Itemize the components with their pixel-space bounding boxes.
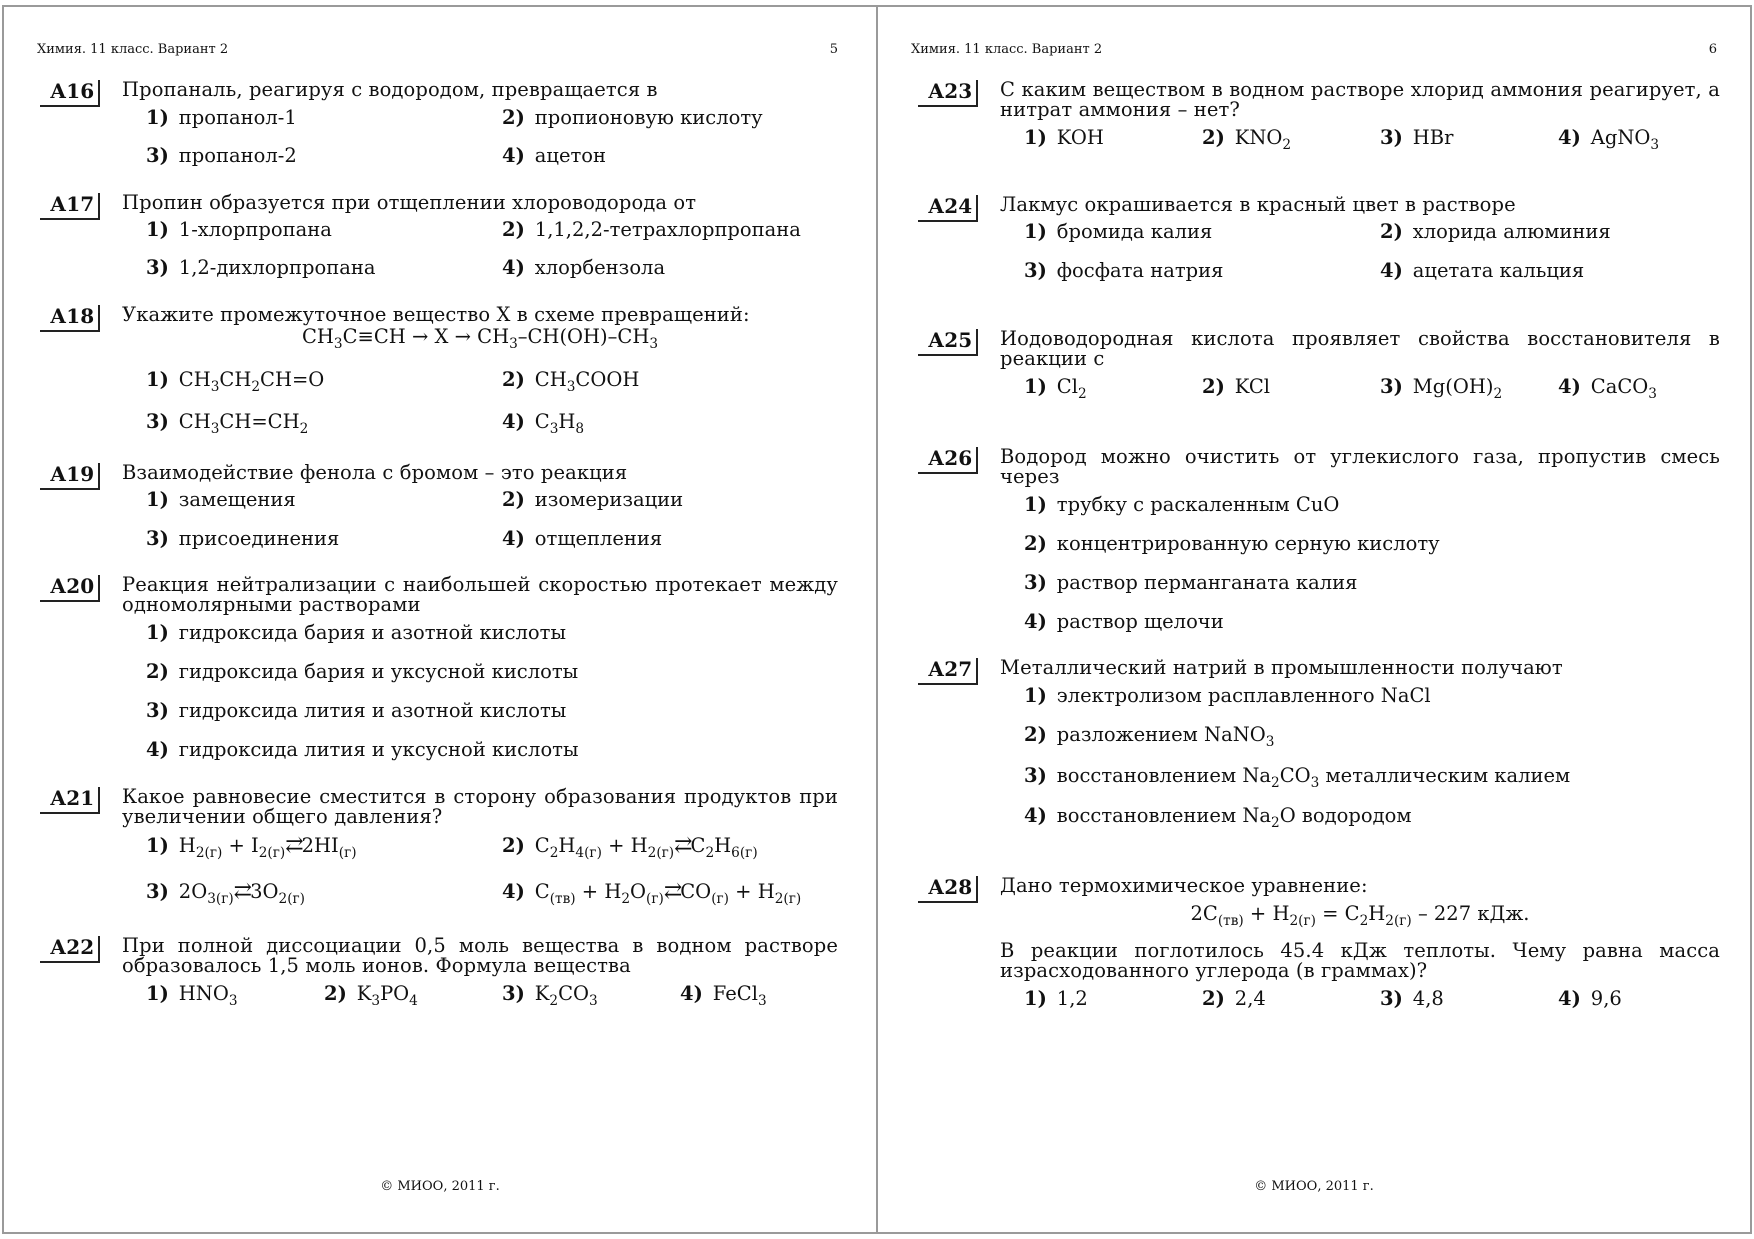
formula: $K_2CO_3$ <box>534 982 598 1009</box>
option-3: 3) $CH_3CH=CH_2$ <box>146 410 309 437</box>
option-4: 4) гидроксида лития и уксусной кислоты <box>146 738 579 761</box>
option-2: 2) 2,4 <box>1202 987 1266 1010</box>
question-a19 <box>40 461 838 550</box>
option-3: 3) гидроксида лития и азотной кислоты <box>146 699 567 722</box>
formula: $Mg(OH)_2$ <box>1412 375 1503 402</box>
header-title: Химия. 11 класс. Вариант 2 <box>37 42 229 57</box>
option-1: 1) 1,2 <box>1024 987 1088 1010</box>
option-2: 2) $K_3PO_4$ <box>324 982 418 1009</box>
question-a24 <box>918 193 1720 282</box>
option-4: 4) FeCl$_3$ <box>680 982 767 1009</box>
question-label: А19 <box>40 463 100 490</box>
question-text: Дано термохимическое уравнение: <box>1000 874 1368 897</box>
formula: HBr <box>1412 126 1454 149</box>
question-text: При полной диссоциации 0,5 моль вещества в водном растворе образовалось 1,5 моль ионов. Формула вещества <box>122 934 838 977</box>
option-4: 4) 9,6 <box>1558 987 1622 1010</box>
option-2: 2) KCl <box>1202 375 1270 398</box>
question-label: А22 <box>40 936 100 963</box>
option-3: 3) присоединения <box>146 527 340 550</box>
formula: $CH_3COOH$ <box>534 368 640 395</box>
option-3: 3) $Mg(OH)_2$ <box>1380 375 1503 402</box>
option-4: 4) отщепления <box>502 527 663 550</box>
page-left <box>2 5 878 1234</box>
option-2: 2) хлорида алюминия <box>1380 220 1611 243</box>
question-text: Реакция нейтрализации с наибольшей скоростью протекает между одномолярными растворами <box>122 573 838 616</box>
option-2: 2) $KNO_2$ <box>1202 126 1292 153</box>
question-a27 <box>918 656 1720 831</box>
question-text: Какое равновесие сместится в сторону образования продуктов при увеличении общего давления? <box>122 785 838 828</box>
question-a26 <box>918 445 1720 633</box>
question-a22 <box>40 934 838 1009</box>
option-4: 4) $C_3H_8$ <box>502 410 585 437</box>
option-2: 2) гидроксида бария и уксусной кислоты <box>146 660 579 683</box>
formula: $CH_3CH=CH_2$ <box>178 410 309 437</box>
question-a18 <box>40 303 838 437</box>
question-a28 <box>918 874 1720 1010</box>
option-3: 3) пропанол-2 <box>146 144 297 167</box>
option-1: 1) трубку с раскаленным CuO <box>1024 493 1340 516</box>
option-4: 4) AgNO$_3$ <box>1558 126 1660 153</box>
conversion-scheme: $CH_3C\equiv CH \to X \to CH_3-CH(OH)-CH_3$ <box>301 325 659 352</box>
option-3: 3) 1,2-дихлорпропана <box>146 256 376 279</box>
option-3: 3) HBr <box>1380 126 1454 149</box>
option-4: 4) CaCO$_3$ <box>1558 375 1657 402</box>
question-label: А24 <box>918 195 978 222</box>
question-label: А27 <box>918 658 978 685</box>
option-4: 4) восстановлением $Na_2O$ водородом <box>1024 804 1412 831</box>
question-label: А25 <box>918 329 978 356</box>
header-title: Химия. 11 класс. Вариант 2 <box>911 42 1103 57</box>
formula: AgNO$_3$ <box>1590 126 1660 153</box>
option-2: 2) разложением NaNO$_3$ <box>1024 723 1275 750</box>
question-a17 <box>40 191 838 279</box>
question-text: Укажите промежуточное вещество Х в схеме превращений: <box>122 303 750 326</box>
question-text: Лакмус окрашивается в красный цвет в растворе <box>1000 193 1516 216</box>
option-4: 4) ацетон <box>502 144 607 167</box>
question-label: А20 <box>40 575 100 602</box>
question-text: Водород можно очистить от углекислого газа, пропустив смесь через <box>1000 445 1720 488</box>
question-label: А21 <box>40 787 100 814</box>
question-label: А17 <box>40 193 100 220</box>
equation: $2O_{3(г)}⇄3O_{2(г)}$ <box>178 879 305 907</box>
formula: CaCO$_3$ <box>1590 375 1657 402</box>
option-3: 3) раствор перманганата калия <box>1024 571 1358 594</box>
option-1: 1) 1-хлорпропана <box>146 218 332 241</box>
option-2: 2) $CH_3COOH$ <box>502 368 640 395</box>
formula: KCl <box>1234 375 1270 398</box>
thermochemical-equation: $2C_{(тв)} + H_{2(г)} = C_2H_{2(г)} - 227$ кДж. <box>1190 902 1530 929</box>
formula: $CH_3CH_2CH=O$ <box>178 368 325 395</box>
formula: $KNO_2$ <box>1234 126 1292 153</box>
equation: $H_{2(г)}$ + $I_{2(г)}⇄2HI_{(г)}$ <box>178 833 357 861</box>
option-3: 3) $K_2CO_3$ <box>502 982 598 1009</box>
formula: KOH <box>1056 126 1104 149</box>
running-head <box>37 42 838 57</box>
option-3: 3) $2O_{3(г)}⇄3O_{2(г)}$ <box>146 879 305 907</box>
question-text: Пропин образуется при отщеплении хлороводорода от <box>122 191 697 214</box>
equation: $C_2H_{4(г)}$ + $H_{2(г)}⇄C_2H_{6(г)}$ <box>534 833 758 861</box>
running-head <box>911 42 1717 57</box>
question-text: Металлический натрий в промышленности получают <box>1000 656 1563 679</box>
option-4: 4) хлорбензола <box>502 256 666 279</box>
option-2: 2) $C_2H_{4(г)}$ + $H_{2(г)}⇄C_2H_{6(г)}$ <box>502 833 758 861</box>
question-label: А18 <box>40 305 100 332</box>
question-text: Взаимодействие фенола с бромом – это реакция <box>122 461 628 484</box>
option-1: 1) KOH <box>1024 126 1104 149</box>
option-2: 2) пропионовую кислоту <box>502 106 763 129</box>
question-a20 <box>40 573 838 761</box>
question-a23 <box>918 78 1720 153</box>
question-text: Иодоводородная кислота проявляет свойства восстановителя в реакции с <box>1000 327 1720 370</box>
question-a21 <box>40 785 838 907</box>
formula: $Cl_2$ <box>1056 375 1087 402</box>
option-1: 1) $H_{2(г)}$ + $I_{2(г)}⇄2HI_{(г)}$ <box>146 833 357 861</box>
question-label: А26 <box>918 447 978 474</box>
option-2: 2) изомеризации <box>502 488 684 511</box>
option-3: 3) восстановлением $Na_2CO_3$ металлическим калием <box>1024 764 1571 791</box>
option-1: 1) замещения <box>146 488 296 511</box>
formula: $HNO_3$ <box>178 982 238 1009</box>
question-text: Пропаналь, реагируя с водородом, превращается в <box>122 78 658 101</box>
page-right <box>876 5 1752 1234</box>
option-4: 4) раствор щелочи <box>1024 610 1224 633</box>
question-a25 <box>918 327 1720 402</box>
footer-copyright: © МИОО, 2011 г. <box>380 1179 500 1194</box>
page-number: 5 <box>829 42 838 57</box>
question-a16 <box>40 78 838 167</box>
formula: FeCl$_3$ <box>712 982 767 1009</box>
question-text-2: В реакции поглотилось 45.4 кДж теплоты. Чему равна масса израсходованного углерода (в граммах)? <box>1000 939 1720 982</box>
option-1: 1) $CH_3CH_2CH=O$ <box>146 368 325 395</box>
option-1: 1) бромида калия <box>1024 220 1213 243</box>
formula: $K_3PO_4$ <box>356 982 418 1009</box>
question-label: А28 <box>918 876 978 903</box>
option-3: 3) фосфата натрия <box>1024 259 1224 282</box>
option-1: 1) $HNO_3$ <box>146 982 238 1009</box>
question-label: А23 <box>918 80 978 107</box>
page-number: 6 <box>1708 42 1717 57</box>
option-1: 1) электролизом расплавленного NaCl <box>1024 684 1431 707</box>
option-1: 1) пропанол-1 <box>146 106 297 129</box>
question-text: С каким веществом в водном растворе хлорид аммония реагирует, а нитрат аммония – нет? <box>1000 78 1720 121</box>
formula: $C_3H_8$ <box>534 410 585 437</box>
option-4: 4) $C_{(тв)}$ + $H_2O_{(г)}⇄CO_{(г)} + H_{2(г)}$ <box>502 879 802 907</box>
option-1: 1) $Cl_2$ <box>1024 375 1087 402</box>
footer-copyright: © МИОО, 2011 г. <box>1254 1179 1374 1194</box>
option-3: 3) 4,8 <box>1380 987 1444 1010</box>
option-2: 2) 1,1,2,2-тетрахлорпропана <box>502 218 801 241</box>
option-4: 4) ацетата кальция <box>1380 259 1585 282</box>
option-2: 2) концентрированную серную кислоту <box>1024 532 1440 555</box>
question-label: А16 <box>40 80 100 107</box>
option-1: 1) гидроксида бария и азотной кислоты <box>146 621 566 644</box>
equation: $C_{(тв)}$ + $H_2O_{(г)}⇄CO_{(г)} + H_{2(г)}$ <box>534 879 802 907</box>
